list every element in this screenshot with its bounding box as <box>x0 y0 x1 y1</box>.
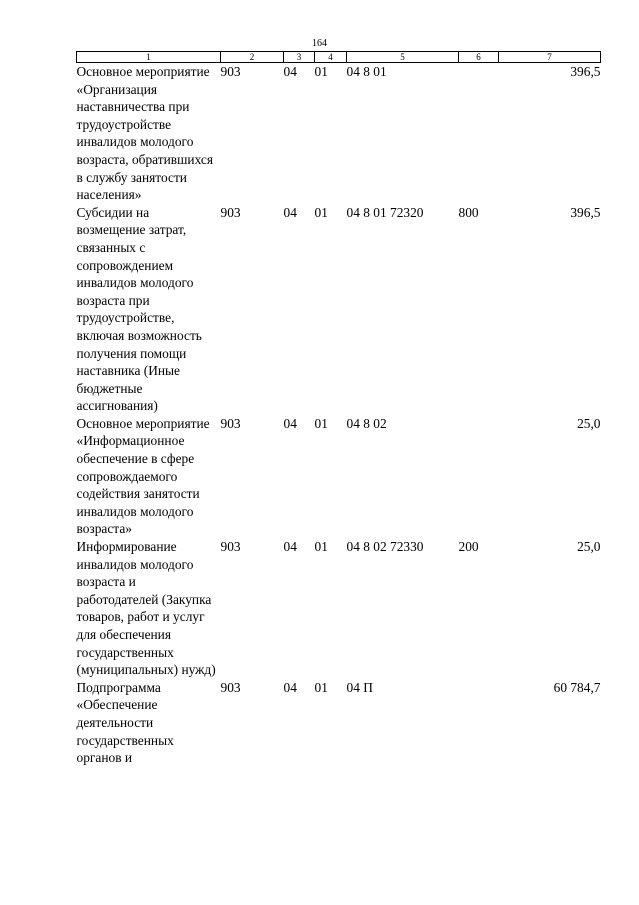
table-row <box>77 538 601 679</box>
row-target-code: 04 8 01 72320 <box>346 204 424 220</box>
table-header <box>77 52 601 63</box>
row-subsection-code: 01 <box>314 415 328 431</box>
header-col-7: 7 <box>499 52 601 63</box>
row-amount: 396,5 <box>570 204 601 220</box>
row-expense-type <box>459 679 499 767</box>
row-amount: 396,5 <box>570 64 601 79</box>
budget-table <box>76 51 601 767</box>
row-ministry-code: 903 <box>220 539 241 555</box>
row-ministry-code: 903 <box>220 415 241 431</box>
table-row <box>77 63 601 204</box>
row-expense-type <box>459 63 499 204</box>
row-name: Субсидии на возмещение затрат, связанных с сопровождением инвалидов молодого возраста при трудоустройстве, включая возможность получения помощи наставника (Иные бюджетные ассигнования) <box>76 204 202 414</box>
header-col-3: 3 <box>284 52 315 63</box>
row-ministry-code: 903 <box>220 204 241 220</box>
row-target-code: 04 8 01 <box>346 64 387 79</box>
row-amount: 25,0 <box>577 415 601 431</box>
header-row <box>77 52 601 63</box>
row-target-code: 04 8 02 72330 <box>346 539 424 555</box>
header-col-4: 4 <box>315 52 347 63</box>
table-body <box>77 63 601 767</box>
row-expense-type <box>459 415 499 538</box>
header-col-5: 5 <box>347 52 459 63</box>
row-name: Подпрограмма «Обеспечение деятельности государственных органов и <box>76 679 174 766</box>
row-section-code: 04 <box>283 64 297 79</box>
row-section-code: 04 <box>283 415 297 431</box>
row-target-code: 04 8 02 <box>346 415 387 431</box>
row-expense-type: 200 <box>458 539 479 555</box>
header-col-2: 2 <box>221 52 284 63</box>
row-amount: 60 784,7 <box>553 679 601 695</box>
row-name: Информирование инвалидов молодого возраста и работодателей (Закупка товаров, работ и услуг для обеспечения государственных (муниципальных) нужд) <box>76 539 216 678</box>
page-number: 164 <box>312 38 327 49</box>
table-row <box>77 415 601 538</box>
row-subsection-code: 01 <box>314 679 328 695</box>
header-col-1: 1 <box>77 52 221 63</box>
row-section-code: 04 <box>283 679 297 695</box>
table-row <box>77 204 601 415</box>
row-ministry-code: 903 <box>220 64 241 79</box>
row-target-code: 04 П <box>346 679 373 695</box>
row-section-code: 04 <box>283 204 297 220</box>
row-subsection-code: 01 <box>314 64 328 79</box>
row-amount: 25,0 <box>577 539 601 555</box>
row-subsection-code: 01 <box>314 539 328 555</box>
row-name: Основное мероприятие «Организация наставничества при трудоустройстве инвалидов молодого возраста, обратившихся в службу занятости населения» <box>76 64 213 203</box>
row-name: Основное мероприятие «Информационное обеспечение в сфере сопровождаемого содействия занятости инвалидов молодого возраста» <box>76 415 210 537</box>
row-expense-type: 800 <box>458 204 479 220</box>
table-row <box>77 679 601 767</box>
header-col-6: 6 <box>459 52 499 63</box>
row-subsection-code: 01 <box>314 204 328 220</box>
row-section-code: 04 <box>283 539 297 555</box>
row-ministry-code: 903 <box>220 679 241 695</box>
